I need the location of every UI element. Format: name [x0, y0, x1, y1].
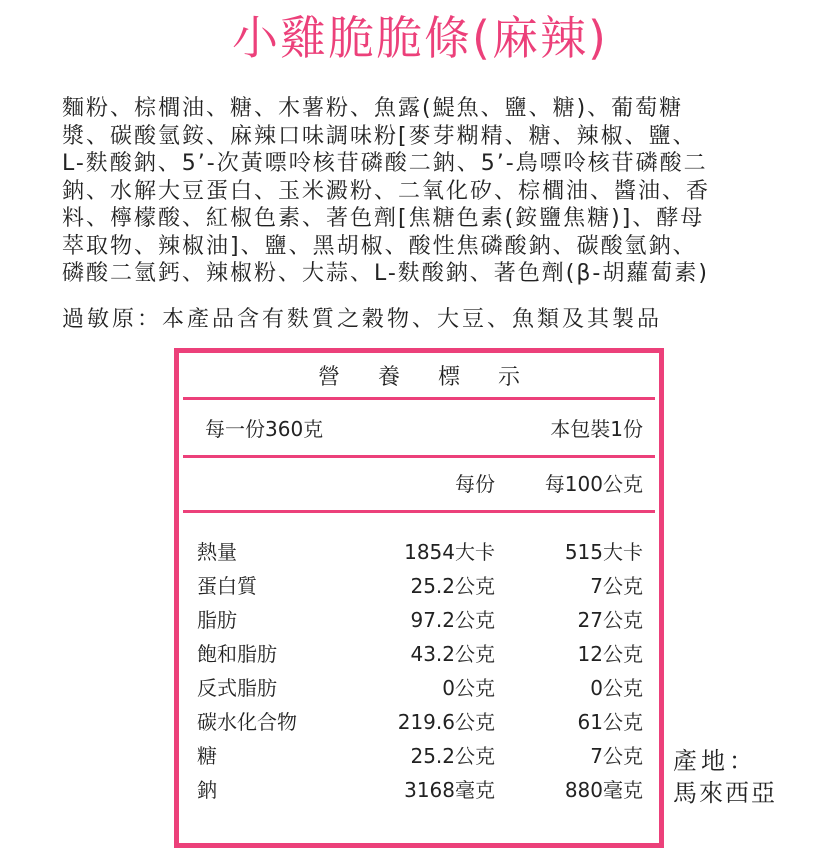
nutrient-per-serving: 43.2公克	[410, 642, 495, 666]
nutrient-per-serving: 1854大卡	[404, 540, 495, 564]
nutrient-name: 糖	[197, 744, 217, 768]
nutrient-row	[183, 742, 655, 776]
ingredients-line: 料、檸檬酸、紅椒色素、著色劑[焦糖色素(銨鹽焦糖)]、酵母	[62, 206, 705, 231]
allergen-statement: 過敏原：本產品含有麩質之穀物、大豆、魚類及其製品	[62, 307, 663, 332]
nutrient-per-serving: 219.6公克	[397, 710, 495, 734]
nutrient-row	[183, 538, 655, 572]
nutrient-row	[183, 674, 655, 708]
nutrient-row	[183, 776, 655, 810]
nutrient-per-100g: 12公克	[577, 642, 643, 666]
nutrient-name: 蛋白質	[197, 574, 257, 598]
nutrient-rows	[183, 538, 655, 810]
nutrient-name: 脂肪	[197, 608, 237, 632]
nutrient-name: 碳水化合物	[197, 710, 297, 734]
nutrient-row	[183, 606, 655, 640]
product-title: 小雞脆脆條(麻辣)	[232, 11, 608, 65]
nutrient-per-100g: 880毫克	[564, 778, 643, 802]
nutrient-name: 反式脂肪	[197, 676, 277, 700]
column-header-row	[183, 458, 655, 513]
nutrient-per-serving: 25.2公克	[410, 744, 495, 768]
nutrition-header: 營養標示	[183, 357, 655, 400]
ingredients-line: 麵粉、棕櫚油、糖、木薯粉、魚露(鯷魚、鹽、糖)、葡萄糖	[62, 96, 684, 121]
nutrient-per-100g: 61公克	[577, 710, 643, 734]
nutrient-per-100g: 7公克	[590, 574, 643, 598]
nutrient-row	[183, 640, 655, 674]
nutrient-per-100g: 0公克	[590, 676, 643, 700]
col-per-serving-header: 每份	[455, 472, 495, 496]
nutrition-facts-panel	[174, 348, 664, 848]
servings-per-package: 本包裝1份	[550, 417, 643, 441]
origin-label: 產地：	[673, 747, 757, 775]
nutrient-row	[183, 572, 655, 606]
nutrient-per-100g: 515大卡	[564, 540, 643, 564]
ingredients-line: 鈉、水解大豆蛋白、玉米澱粉、二氧化矽、棕櫚油、醬油、香	[62, 178, 711, 204]
nutrient-name: 飽和脂肪	[197, 642, 277, 666]
serving-info-row	[183, 403, 655, 458]
ingredients-line: 漿、碳酸氫銨、麻辣口味調味粉[麥芽糊精、糖、辣椒、鹽、	[62, 123, 697, 149]
origin-value: 馬來西亞	[673, 779, 777, 807]
ingredients-line: 萃取物、辣椒油]、鹽、黑胡椒、酸性焦磷酸鈉、碳酸氫鈉、	[62, 233, 697, 259]
nutrient-name: 鈉	[197, 778, 217, 802]
nutrient-per-serving: 3168毫克	[404, 778, 495, 802]
nutrient-per-serving: 0公克	[442, 676, 495, 700]
nutrient-per-serving: 25.2公克	[410, 574, 495, 598]
serving-size: 每一份360克	[205, 417, 324, 441]
col-per-100g-header: 每100公克	[544, 472, 643, 496]
nutrient-name: 熱量	[197, 540, 237, 564]
nutrient-row	[183, 708, 655, 742]
ingredients-list	[62, 95, 822, 288]
ingredients-line: L-麩酸鈉、5’-次黃嘌呤核苷磷酸二鈉、5’-鳥嘌呤核苷磷酸二	[62, 151, 708, 176]
nutrient-per-100g: 7公克	[590, 744, 643, 768]
nutrient-per-serving: 97.2公克	[410, 608, 495, 632]
ingredients-line: 磷酸二氫鈣、辣椒粉、大蒜、L-麩酸鈉、著色劑(β-胡蘿蔔素)	[62, 261, 709, 286]
nutrient-per-100g: 27公克	[577, 608, 643, 632]
